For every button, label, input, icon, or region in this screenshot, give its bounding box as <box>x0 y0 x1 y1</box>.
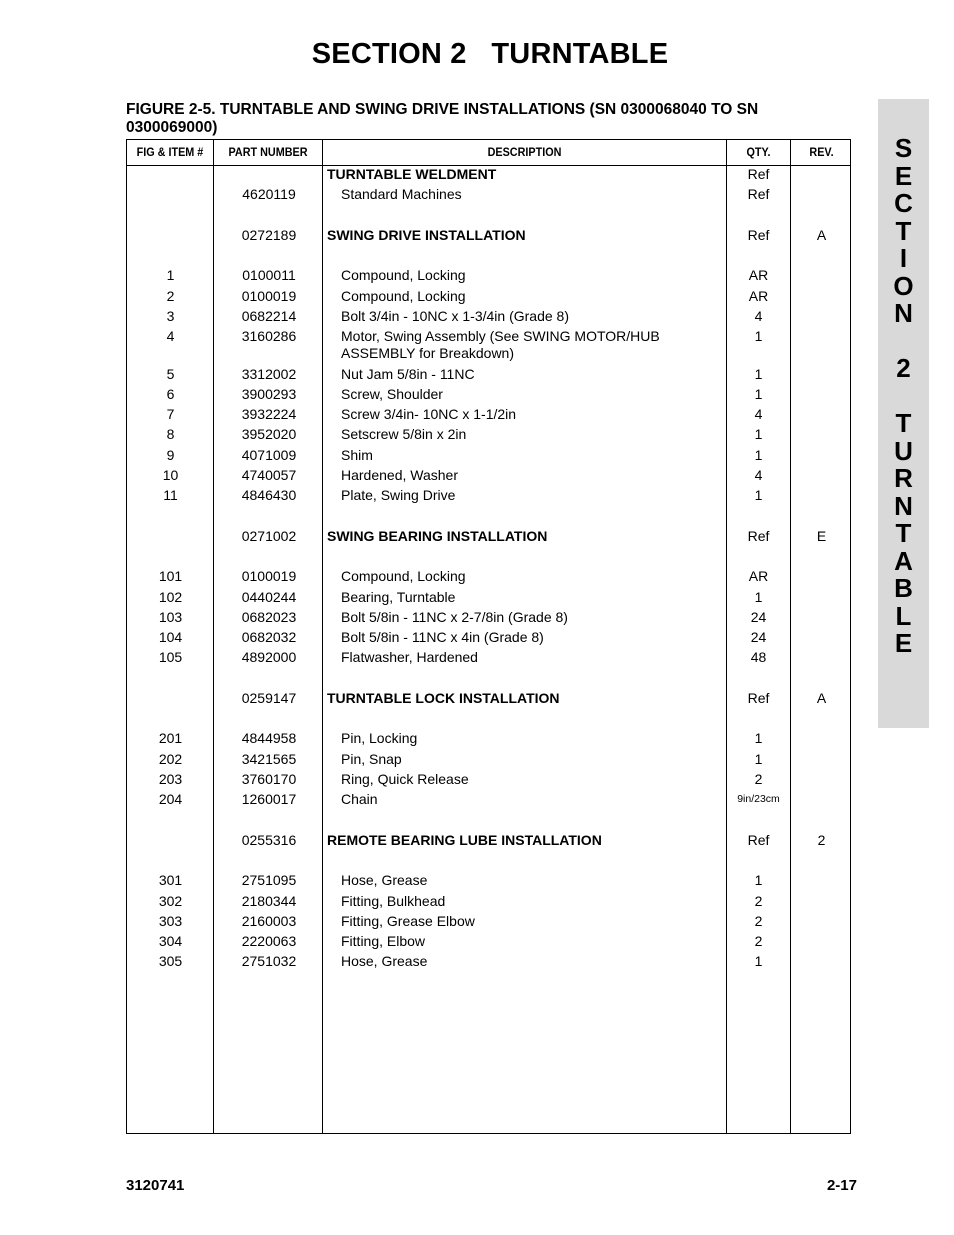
description-cell: Pin, Locking <box>341 730 418 746</box>
qty-cell: 1 <box>754 366 763 382</box>
description-cell: Shim <box>341 447 373 463</box>
header-description: DESCRIPTION <box>487 145 562 159</box>
rev-cell: A <box>816 690 827 706</box>
tab-letter: R <box>894 463 913 493</box>
item-number-cell: 103 <box>158 609 183 625</box>
part-number-cell: 4620119 <box>242 186 296 202</box>
description-cell: Fitting, Bulkhead <box>341 893 446 909</box>
description-cell: SWING DRIVE INSTALLATION <box>327 227 526 243</box>
qty-cell: 2 <box>754 933 763 949</box>
description-cell: Bolt 5/8in - 11NC x 2-7/8in (Grade 8) <box>341 609 568 625</box>
qty-cell: 1 <box>754 328 763 344</box>
description-cell: Hose, Grease <box>341 872 428 888</box>
description-cell: Hardened, Washer <box>341 467 458 483</box>
page-number: 2-17 <box>826 1177 857 1194</box>
rev-cell: A <box>816 227 827 243</box>
tab-letter: T <box>895 215 912 246</box>
description-cell: Screw, Shoulder <box>341 386 443 402</box>
description-cell: TURNTABLE LOCK INSTALLATION <box>327 690 560 706</box>
document-number: 3120741 <box>126 1177 185 1194</box>
description-cell: Compound, Locking <box>341 267 466 283</box>
header-rev: REV. <box>809 145 834 159</box>
description-cell: Compound, Locking <box>341 288 466 304</box>
tab-letter: T <box>895 408 912 438</box>
part-number-cell: 3312002 <box>241 366 297 382</box>
item-number-cell: 204 <box>158 791 183 807</box>
figure-title: FIGURE 2-5. TURNTABLE AND SWING DRIVE INSTALLATIONS (SN 0300068040 TO SN 0300069000) <box>126 101 759 136</box>
part-number-cell: 2751032 <box>241 953 297 969</box>
description-cell: Bolt 3/4in - 10NC x 1-3/4in (Grade 8) <box>341 308 569 324</box>
part-number-cell: 0440244 <box>241 589 297 605</box>
tab-letter: L <box>895 600 912 631</box>
item-number-cell: 303 <box>158 913 183 929</box>
qty-cell: 4 <box>754 467 763 483</box>
description-cell: Motor, Swing Assembly (See SWING MOTOR/HUB <box>341 328 660 344</box>
item-number-cell: 305 <box>158 953 183 969</box>
part-number-cell: 0271002 <box>241 528 297 544</box>
part-number-cell: 3900293 <box>241 386 297 402</box>
header-item: FIG & ITEM # <box>136 145 204 159</box>
item-number-cell: 1 <box>166 267 175 283</box>
description-cell: Screw 3/4in- 10NC x 1-1/2in <box>341 406 517 422</box>
item-number-cell: 201 <box>158 730 183 746</box>
item-number-cell: 102 <box>158 589 183 605</box>
tab-letter: E <box>894 628 913 658</box>
qty-cell: 48 <box>750 649 767 665</box>
qty-cell: AR <box>748 267 769 283</box>
item-number-cell: 104 <box>158 629 183 645</box>
item-number-cell: 4 <box>166 328 175 344</box>
part-number-cell: 3160286 <box>241 328 297 344</box>
part-number-cell: 2180344 <box>241 893 297 909</box>
part-number-cell: 4071009 <box>241 447 297 463</box>
tab-letter: O <box>893 270 914 301</box>
qty-cell: 2 <box>754 893 763 909</box>
qty-cell: Ref <box>747 832 770 848</box>
qty-cell: 4 <box>754 406 763 422</box>
qty-cell: Ref <box>747 690 770 706</box>
part-number-cell: 2751095 <box>241 872 297 888</box>
tab-letter: U <box>894 435 913 466</box>
qty-cell: 1 <box>754 426 763 442</box>
description-cell: Compound, Locking <box>341 568 466 584</box>
qty-cell: 1 <box>754 487 763 503</box>
tab-letter: C <box>894 188 913 218</box>
section-title: SECTION 2 TURNTABLE <box>311 38 669 70</box>
item-number-cell: 2 <box>166 288 175 304</box>
item-number-cell: 301 <box>158 872 183 888</box>
qty-cell: Ref <box>747 528 770 544</box>
qty-cell: Ref <box>747 166 770 182</box>
tab-letter: I <box>899 243 908 273</box>
description-cell: Standard Machines <box>341 186 462 202</box>
item-number-cell: 101 <box>158 568 183 584</box>
item-number-cell: 9 <box>166 447 175 463</box>
column-divider <box>790 140 791 1133</box>
description-cell-continued: ASSEMBLY for Breakdown) <box>341 345 515 361</box>
header-part-number: PART NUMBER <box>228 145 308 159</box>
qty-cell: Ref <box>747 186 770 202</box>
qty-cell: 1 <box>754 730 763 746</box>
rev-cell: E <box>816 528 827 544</box>
part-number-cell: 0100011 <box>242 267 296 283</box>
description-cell: Ring, Quick Release <box>341 771 469 787</box>
qty-cell: 1 <box>754 953 763 969</box>
description-cell: Chain <box>341 791 378 807</box>
header-qty: QTY. <box>746 145 771 159</box>
description-cell: Bolt 5/8in - 11NC x 4in (Grade 8) <box>341 629 544 645</box>
qty-cell: Ref <box>747 227 770 243</box>
item-number-cell: 203 <box>158 771 183 787</box>
qty-cell: 24 <box>750 609 767 625</box>
description-cell: Bearing, Turntable <box>341 589 456 605</box>
part-number-cell: 0682023 <box>241 609 297 625</box>
description-cell: SWING BEARING INSTALLATION <box>327 528 548 544</box>
part-number-cell: 4844958 <box>241 730 297 746</box>
qty-cell: 1 <box>754 872 763 888</box>
qty-cell: 4 <box>754 308 763 324</box>
item-number-cell: 8 <box>166 426 175 442</box>
parts-table <box>126 139 851 1134</box>
part-number-cell: 1260017 <box>241 791 297 807</box>
description-cell: Flatwasher, Hardened <box>341 649 478 665</box>
part-number-cell: 3760170 <box>241 771 297 787</box>
part-number-cell: 0259147 <box>241 690 297 706</box>
qty-cell: AR <box>748 568 769 584</box>
tab-letter: B <box>894 573 913 603</box>
tab-letter: A <box>894 545 913 576</box>
part-number-cell: 0100019 <box>241 288 297 304</box>
qty-cell: 24 <box>750 629 767 645</box>
section-tab <box>878 99 929 728</box>
description-cell: TURNTABLE WELDMENT <box>327 166 497 182</box>
item-number-cell: 3 <box>166 308 175 324</box>
tab-letter: N <box>894 490 913 521</box>
qty-cell: 1 <box>754 589 763 605</box>
qty-cell: AR <box>748 288 769 304</box>
part-number-cell: 0100019 <box>241 568 297 584</box>
part-number-cell: 0255316 <box>241 832 297 848</box>
qty-cell: 1 <box>754 386 763 402</box>
description-cell: Setscrew 5/8in x 2in <box>341 426 467 442</box>
part-number-cell: 4846430 <box>241 487 297 503</box>
part-number-cell: 0682032 <box>241 629 297 645</box>
part-number-cell: 0682214 <box>241 308 297 324</box>
qty-cell: 2 <box>754 913 763 929</box>
qty-cell: 2 <box>754 771 763 787</box>
item-number-cell: 11 <box>163 487 178 503</box>
part-number-cell: 4740057 <box>241 467 297 483</box>
qty-cell: 9in/23cm <box>737 793 780 805</box>
qty-cell: 1 <box>754 447 763 463</box>
part-number-cell: 3421565 <box>241 751 297 767</box>
item-number-cell: 6 <box>166 386 175 402</box>
description-cell: Pin, Snap <box>341 751 402 767</box>
description-cell: Nut Jam 5/8in - 11NC <box>341 366 475 382</box>
qty-cell: 1 <box>754 751 763 767</box>
tab-letter: E <box>894 160 913 191</box>
part-number-cell: 3932224 <box>241 406 297 422</box>
item-number-cell: 5 <box>166 366 175 382</box>
tab-letter: T <box>895 518 912 548</box>
item-number-cell: 302 <box>158 893 183 909</box>
part-number-cell: 4892000 <box>241 649 297 665</box>
description-cell: Hose, Grease <box>341 953 428 969</box>
description-cell: Fitting, Grease Elbow <box>341 913 475 929</box>
tab-letter: N <box>894 298 913 328</box>
item-number-cell: 304 <box>158 933 183 949</box>
tab-letter: S <box>894 133 913 163</box>
rev-cell: 2 <box>817 832 826 848</box>
item-number-cell: 202 <box>158 751 183 767</box>
description-cell: Fitting, Elbow <box>341 933 426 949</box>
item-number-cell: 10 <box>162 467 179 483</box>
part-number-cell: 2160003 <box>241 913 297 929</box>
item-number-cell: 7 <box>166 406 175 422</box>
tab-letter: 2 <box>896 353 911 383</box>
part-number-cell: 3952020 <box>241 426 297 442</box>
description-cell: Plate, Swing Drive <box>341 487 456 503</box>
description-cell: REMOTE BEARING LUBE INSTALLATION <box>327 832 602 848</box>
part-number-cell: 2220063 <box>241 933 297 949</box>
part-number-cell: 0272189 <box>241 227 297 243</box>
item-number-cell: 105 <box>158 649 183 665</box>
